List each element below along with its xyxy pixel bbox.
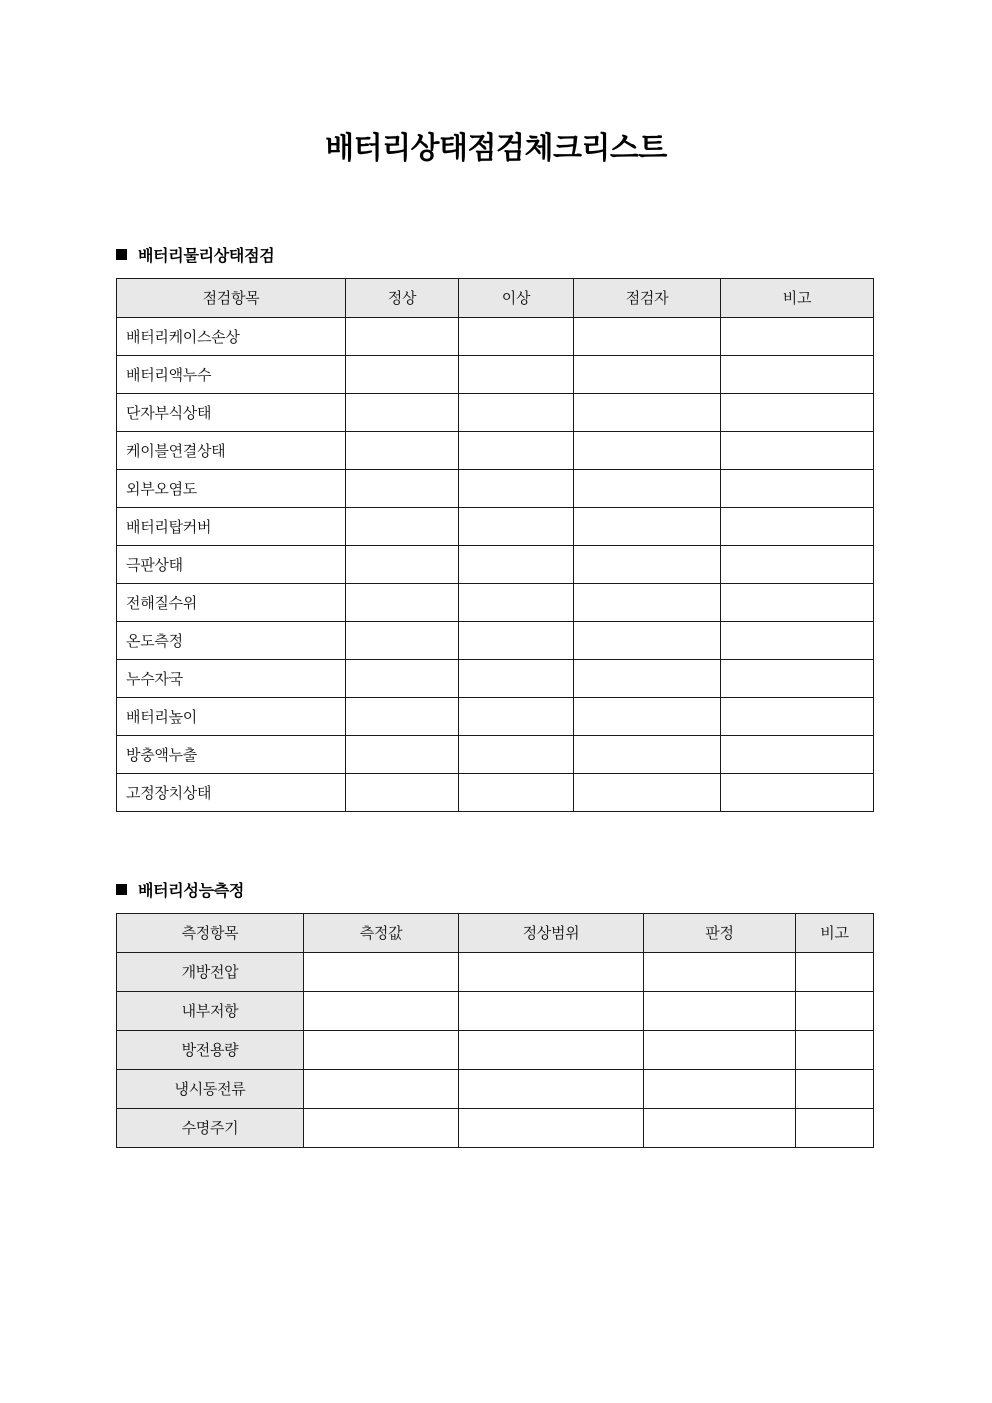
- measured-value-entry-cell[interactable]: [304, 1069, 459, 1108]
- measured-value-entry-cell[interactable]: [304, 1030, 459, 1069]
- battery-physical-inspection-table: [116, 278, 874, 812]
- abnormal-checkbox-cell[interactable]: [459, 659, 574, 697]
- remarks-entry-cell[interactable]: [721, 545, 874, 583]
- column-header-abnormal: 이상: [459, 278, 574, 317]
- remarks-entry-cell[interactable]: [721, 393, 874, 431]
- judgement-entry-cell[interactable]: [644, 1030, 796, 1069]
- remarks-entry-cell[interactable]: [796, 1069, 874, 1108]
- section-2-heading-label: 배터리성능측정: [138, 880, 245, 900]
- measurement-item-label: 방전용량: [117, 1030, 304, 1069]
- inspection-item-label: 배터리케이스손상: [117, 317, 346, 355]
- inspection-item-label: 단자부식상태: [117, 393, 346, 431]
- measurement-item-label: 개방전압: [117, 952, 304, 991]
- table-row: [117, 469, 874, 507]
- normal-range-entry-cell[interactable]: [459, 991, 644, 1030]
- column-header-measurement-item: 측정항목: [117, 913, 304, 952]
- normal-checkbox-cell[interactable]: [346, 697, 459, 735]
- table-row: [117, 621, 874, 659]
- abnormal-checkbox-cell[interactable]: [459, 393, 574, 431]
- section-2-heading: [116, 878, 873, 901]
- abnormal-checkbox-cell[interactable]: [459, 317, 574, 355]
- remarks-entry-cell[interactable]: [796, 1108, 874, 1147]
- normal-checkbox-cell[interactable]: [346, 583, 459, 621]
- normal-checkbox-cell[interactable]: [346, 355, 459, 393]
- remarks-entry-cell[interactable]: [721, 317, 874, 355]
- inspection-item-label: 누수자국: [117, 659, 346, 697]
- normal-checkbox-cell[interactable]: [346, 545, 459, 583]
- inspector-entry-cell[interactable]: [574, 317, 721, 355]
- abnormal-checkbox-cell[interactable]: [459, 431, 574, 469]
- table-row: [117, 773, 874, 811]
- table-row: [117, 1108, 874, 1147]
- column-header-normal: 정상: [346, 278, 459, 317]
- inspection-item-label: 케이블연결상태: [117, 431, 346, 469]
- normal-checkbox-cell[interactable]: [346, 659, 459, 697]
- inspector-entry-cell[interactable]: [574, 621, 721, 659]
- section-1-heading-label: 배터리물리상태점검: [138, 245, 275, 265]
- column-header-measured-value: 측정값: [304, 913, 459, 952]
- measurement-item-label: 내부저항: [117, 991, 304, 1030]
- table-row: [117, 1030, 874, 1069]
- normal-range-entry-cell[interactable]: [459, 1030, 644, 1069]
- remarks-entry-cell[interactable]: [796, 991, 874, 1030]
- inspector-entry-cell[interactable]: [574, 583, 721, 621]
- inspection-item-label: 외부오염도: [117, 469, 346, 507]
- measurement-item-label: 수명주기: [117, 1108, 304, 1147]
- inspection-item-label: 배터리높이: [117, 697, 346, 735]
- abnormal-checkbox-cell[interactable]: [459, 355, 574, 393]
- battery-performance-measurement-table: [116, 913, 874, 1148]
- measured-value-entry-cell[interactable]: [304, 991, 459, 1030]
- normal-checkbox-cell[interactable]: [346, 773, 459, 811]
- remarks-entry-cell[interactable]: [721, 697, 874, 735]
- judgement-entry-cell[interactable]: [644, 952, 796, 991]
- column-header-remarks: 비고: [721, 278, 874, 317]
- normal-checkbox-cell[interactable]: [346, 469, 459, 507]
- column-header-judgement: 판정: [644, 913, 796, 952]
- inspection-item-label: 전해질수위: [117, 583, 346, 621]
- judgement-entry-cell[interactable]: [644, 1108, 796, 1147]
- normal-range-entry-cell[interactable]: [459, 1108, 644, 1147]
- table-row: [117, 317, 874, 355]
- table-row: [117, 393, 874, 431]
- inspector-entry-cell[interactable]: [574, 469, 721, 507]
- remarks-entry-cell[interactable]: [721, 355, 874, 393]
- table-row: [117, 659, 874, 697]
- table-row: [117, 1069, 874, 1108]
- remarks-entry-cell[interactable]: [721, 735, 874, 773]
- inspection-item-label: 극판상태: [117, 545, 346, 583]
- normal-range-entry-cell[interactable]: [459, 1069, 644, 1108]
- remarks-entry-cell[interactable]: [721, 583, 874, 621]
- normal-checkbox-cell[interactable]: [346, 507, 459, 545]
- inspector-entry-cell[interactable]: [574, 773, 721, 811]
- table-header-row: [117, 278, 874, 317]
- section-1-heading: [116, 243, 873, 266]
- remarks-entry-cell[interactable]: [796, 1030, 874, 1069]
- abnormal-checkbox-cell[interactable]: [459, 697, 574, 735]
- section-battery-physical-inspection: [116, 243, 873, 812]
- abnormal-checkbox-cell[interactable]: [459, 545, 574, 583]
- abnormal-checkbox-cell[interactable]: [459, 507, 574, 545]
- normal-checkbox-cell[interactable]: [346, 393, 459, 431]
- remarks-entry-cell[interactable]: [721, 469, 874, 507]
- normal-checkbox-cell[interactable]: [346, 621, 459, 659]
- judgement-entry-cell[interactable]: [644, 991, 796, 1030]
- section-spacer: [0, 812, 992, 878]
- filled-square-bullet-icon: [116, 884, 127, 895]
- table-row: [117, 735, 874, 773]
- abnormal-checkbox-cell[interactable]: [459, 469, 574, 507]
- remarks-entry-cell[interactable]: [721, 431, 874, 469]
- table-header-row: [117, 913, 874, 952]
- inspector-entry-cell[interactable]: [574, 697, 721, 735]
- inspector-entry-cell[interactable]: [574, 545, 721, 583]
- abnormal-checkbox-cell[interactable]: [459, 583, 574, 621]
- inspection-item-label: 온도측정: [117, 621, 346, 659]
- normal-checkbox-cell[interactable]: [346, 317, 459, 355]
- inspector-entry-cell[interactable]: [574, 393, 721, 431]
- inspector-entry-cell[interactable]: [574, 659, 721, 697]
- judgement-entry-cell[interactable]: [644, 1069, 796, 1108]
- table-row: [117, 697, 874, 735]
- inspector-entry-cell[interactable]: [574, 431, 721, 469]
- inspection-item-label: 고정장치상태: [117, 773, 346, 811]
- inspector-entry-cell[interactable]: [574, 735, 721, 773]
- abnormal-checkbox-cell[interactable]: [459, 621, 574, 659]
- inspection-item-label: 배터리탑커버: [117, 507, 346, 545]
- remarks-entry-cell[interactable]: [721, 621, 874, 659]
- inspector-entry-cell[interactable]: [574, 355, 721, 393]
- abnormal-checkbox-cell[interactable]: [459, 773, 574, 811]
- remarks-entry-cell[interactable]: [796, 952, 874, 991]
- table-row: [117, 952, 874, 991]
- section-battery-performance-measurement: [116, 878, 873, 1148]
- page-title: 배터리상태점검체크리스트: [325, 131, 667, 166]
- table-row: [117, 355, 874, 393]
- inspector-entry-cell[interactable]: [574, 507, 721, 545]
- measurement-item-label: 냉시동전류: [117, 1069, 304, 1108]
- filled-square-bullet-icon: [116, 249, 127, 260]
- column-header-item: 점검항목: [117, 278, 346, 317]
- table-row: [117, 507, 874, 545]
- measured-value-entry-cell[interactable]: [304, 952, 459, 991]
- inspection-item-label: 배터리액누수: [117, 355, 346, 393]
- table-row: [117, 431, 874, 469]
- column-header-normal-range: 정상범위: [459, 913, 644, 952]
- normal-checkbox-cell[interactable]: [346, 431, 459, 469]
- remarks-entry-cell[interactable]: [721, 659, 874, 697]
- remarks-entry-cell[interactable]: [721, 773, 874, 811]
- abnormal-checkbox-cell[interactable]: [459, 735, 574, 773]
- inspection-item-label: 방충액누출: [117, 735, 346, 773]
- column-header-inspector: 점검자: [574, 278, 721, 317]
- measured-value-entry-cell[interactable]: [304, 1108, 459, 1147]
- column-header-remarks: 비고: [796, 913, 874, 952]
- table-row: [117, 991, 874, 1030]
- normal-checkbox-cell[interactable]: [346, 735, 459, 773]
- normal-range-entry-cell[interactable]: [459, 952, 644, 991]
- table-row: [117, 545, 874, 583]
- remarks-entry-cell[interactable]: [721, 507, 874, 545]
- table-row: [117, 583, 874, 621]
